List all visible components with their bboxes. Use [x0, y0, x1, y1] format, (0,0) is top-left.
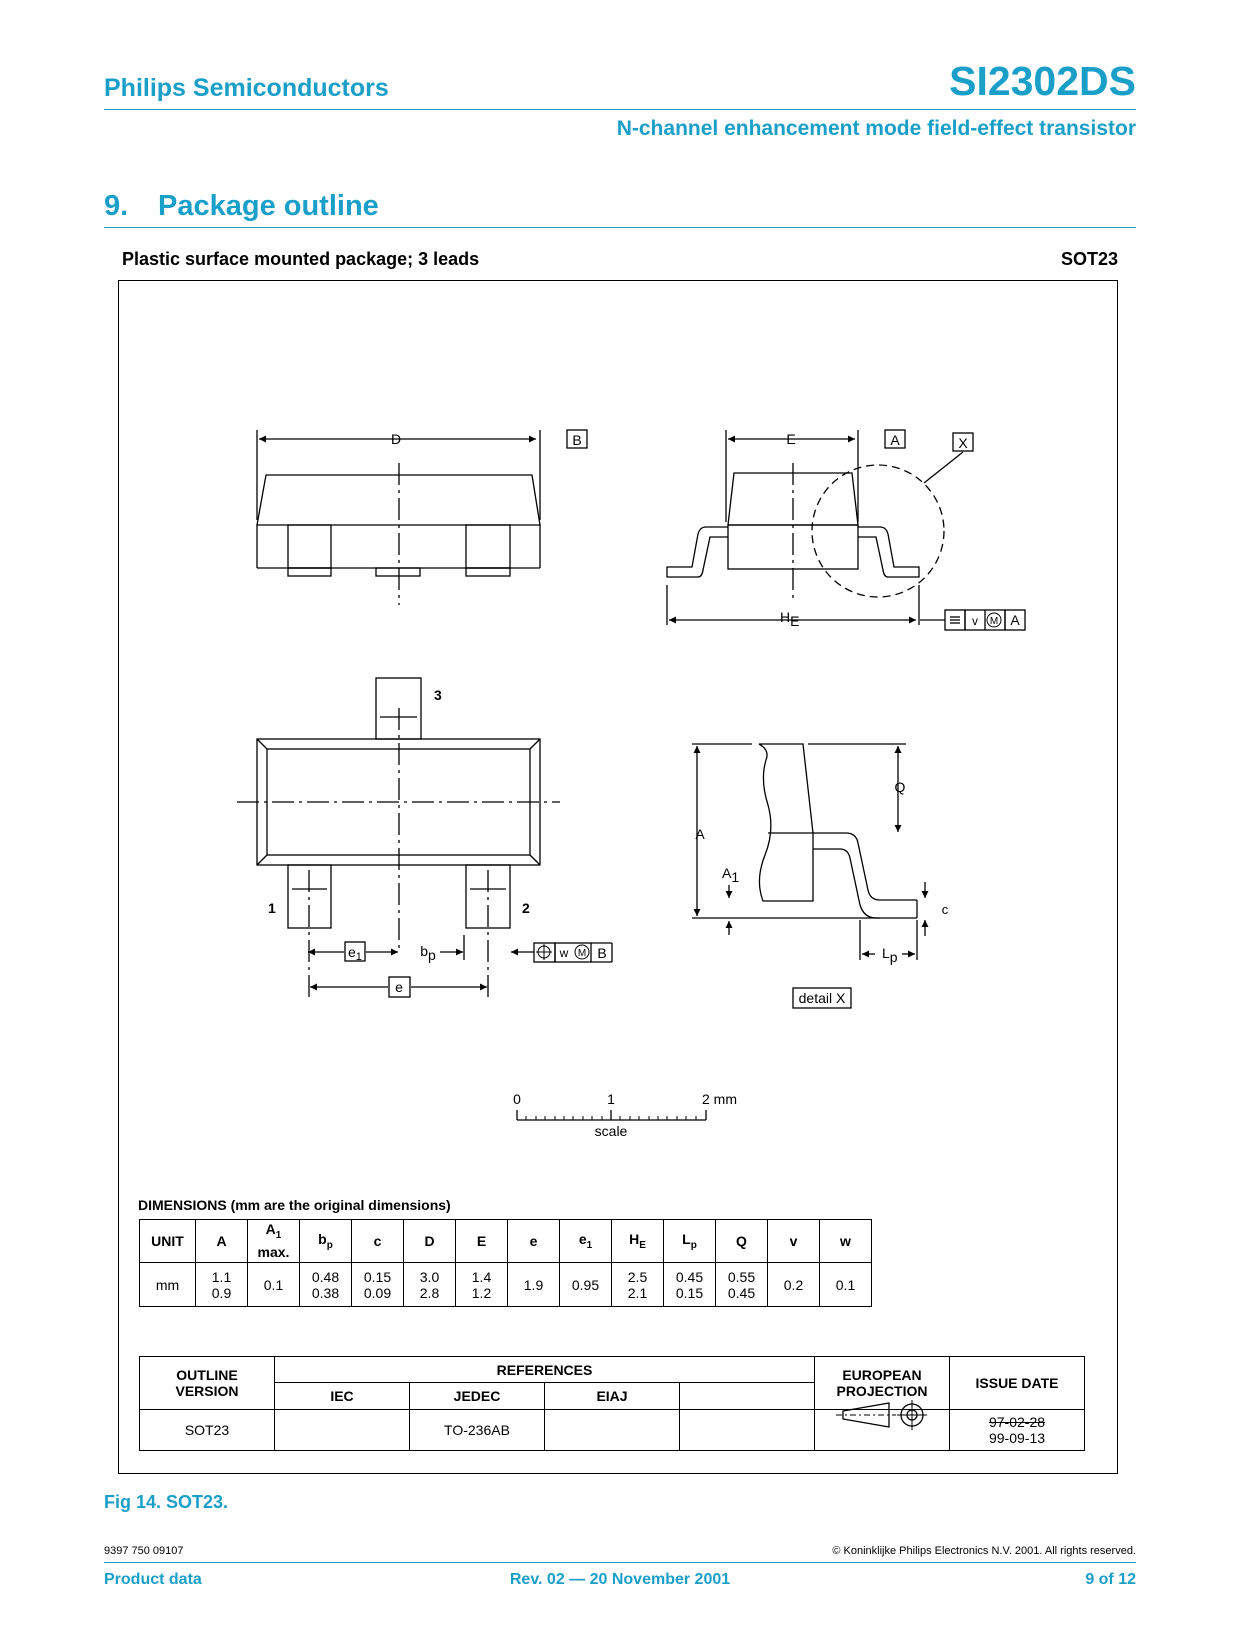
figure-caption: Fig 14. SOT23. — [104, 1492, 229, 1512]
tol-wm-label: M — [577, 948, 587, 959]
tol-m-label: M — [989, 616, 999, 627]
company-name: Philips Semiconductors — [104, 74, 389, 102]
dim-a1-main: A — [722, 865, 732, 881]
package-description: Plastic surface mounted package; 3 leads — [122, 249, 480, 269]
iec-header: IEC — [275, 1383, 410, 1410]
cell-d: 3.0 2.8 — [404, 1263, 456, 1307]
scale-zero: 0 — [513, 1091, 521, 1107]
datum-b-label: B — [572, 432, 582, 448]
dim-pitch-e-label: e — [395, 979, 403, 995]
iec-value — [275, 1410, 410, 1451]
jedec-header: JEDEC — [410, 1383, 545, 1410]
empty-ref-value — [680, 1410, 815, 1451]
dim-e1-main: e — [348, 944, 356, 960]
dimensions-table — [139, 1219, 872, 1307]
document-number: 9397 750 09107 — [104, 1545, 184, 1557]
package-code: SOT23 — [1060, 249, 1118, 269]
cell-e1: 0.95 — [560, 1263, 612, 1307]
eiaj-value — [545, 1410, 680, 1451]
side-view — [667, 430, 1025, 630]
pin-2-label: 2 — [522, 900, 530, 916]
issue-date-old: 97-02-28 — [988, 1414, 1046, 1430]
dim-d-label: D — [390, 431, 402, 447]
col-e-body: E — [456, 1220, 508, 1263]
cell-unit: mm — [140, 1263, 196, 1307]
detail-x-ref: X — [958, 435, 968, 451]
outline-version-value: SOT23 — [140, 1410, 275, 1451]
tol-v-label: v — [972, 614, 978, 628]
footer-rule — [104, 1562, 1136, 1563]
cell-w: 0.1 — [820, 1263, 872, 1307]
projection-cell — [815, 1410, 950, 1451]
dim-e1-sub: 1 — [355, 951, 362, 963]
tol-w-label: w — [559, 946, 569, 960]
col-a1-sub: 1 — [275, 1229, 282, 1241]
cell-v: 0.2 — [768, 1263, 820, 1307]
col-c: c — [352, 1220, 404, 1263]
col-a1-main: A — [265, 1221, 276, 1238]
cell-a1: 0.1 — [248, 1263, 300, 1307]
jedec-value: TO-236AB — [410, 1410, 545, 1451]
issue-date-new: 99-09-13 — [988, 1430, 1046, 1446]
references-table — [139, 1356, 1085, 1451]
col-e1: $e_1$ — [560, 1220, 612, 1263]
dim-lp-sub: p — [889, 949, 898, 965]
front-view — [257, 430, 587, 605]
references-header: REFERENCES — [275, 1357, 815, 1383]
issue-date-value — [950, 1410, 1085, 1451]
col-d: D — [404, 1220, 456, 1263]
dim-e1-label — [348, 944, 362, 963]
dim-he-main: H — [780, 609, 791, 625]
dim-he-sub: E — [790, 613, 800, 629]
col-lp: $L_p$ — [664, 1220, 716, 1263]
dim-bp-main: b — [420, 943, 428, 959]
footer-product-data: Product data — [104, 1571, 202, 1588]
issue-date-header: ISSUE DATE — [950, 1357, 1085, 1410]
dim-a1-sub: 1 — [731, 869, 740, 885]
table-row — [140, 1410, 1085, 1451]
col-q: Q — [716, 1220, 768, 1263]
col-unit: UNIT — [140, 1220, 196, 1263]
tol-b-label: B — [597, 945, 607, 961]
dim-e-label: E — [786, 431, 796, 447]
empty-ref-header — [680, 1383, 815, 1410]
outline-version-header: OUTLINE VERSION — [140, 1357, 275, 1410]
tol-a-label: A — [1010, 612, 1020, 628]
col-e: e — [508, 1220, 560, 1263]
section-number: 9. — [104, 190, 129, 222]
pin-1-label: 1 — [268, 900, 276, 916]
footer-page-number: 9 of 12 — [1085, 1571, 1136, 1588]
eiaj-header: EIAJ — [545, 1383, 680, 1410]
cell-e: 1.9 — [508, 1263, 560, 1307]
table-row — [140, 1263, 872, 1307]
scale-one: 1 — [607, 1091, 615, 1107]
dim-a-label: A — [695, 826, 705, 842]
dim-a1-label — [722, 865, 739, 885]
product-name: SI2302DS — [949, 58, 1136, 104]
col-bp: $b_p$ — [300, 1220, 352, 1263]
datum-a-label: A — [890, 432, 900, 448]
detail-x-caption: detail X — [798, 990, 846, 1006]
col-w: w — [820, 1220, 872, 1263]
col-a1-max: max. — [257, 1243, 290, 1260]
cell-he: 2.5 2.1 — [612, 1263, 664, 1307]
col-a1 — [248, 1220, 300, 1263]
dim-lp-main: L — [882, 945, 890, 961]
european-projection-header: EUROPEAN PROJECTION — [815, 1357, 950, 1410]
cell-q: 0.55 0.45 — [716, 1263, 768, 1307]
col-v: v — [768, 1220, 820, 1263]
dim-q-label: Q — [894, 779, 906, 795]
dimensions-title: DIMENSIONS (mm are the original dimensions) — [138, 1197, 451, 1213]
dim-bp-label — [420, 943, 436, 963]
cell-c: 0.15 0.09 — [352, 1263, 404, 1307]
scale-label: scale — [594, 1123, 628, 1139]
pin-3-label: 3 — [434, 687, 442, 703]
dim-bp-sub: p — [428, 947, 436, 963]
cell-lp: 0.45 0.15 — [664, 1263, 716, 1307]
section-title: Package outline — [158, 190, 379, 222]
dimensions-header-row — [140, 1220, 872, 1263]
col-a: A — [196, 1220, 248, 1263]
scale-bar — [517, 1110, 706, 1120]
product-subtitle: N-channel enhancement mode field-effect transistor — [616, 117, 1136, 140]
lead-left-front — [288, 525, 331, 568]
col-he: $H_E$ — [612, 1220, 664, 1263]
scale-two: 2 mm — [702, 1091, 737, 1107]
footer-revision: Rev. 02 — 20 November 2001 — [509, 1571, 731, 1588]
copyright: © Koninklijke Philips Electronics N.V. 2001. All rights reserved. — [832, 1545, 1136, 1557]
cell-e-body: 1.4 1.2 — [456, 1263, 508, 1307]
lead-right-front — [466, 525, 510, 568]
dim-lp-label — [882, 945, 898, 965]
cell-bp: 0.48 0.38 — [300, 1263, 352, 1307]
cell-a: 1.1 0.9 — [196, 1263, 248, 1307]
dim-he-label — [780, 609, 799, 629]
dim-c-label: c — [941, 902, 949, 917]
